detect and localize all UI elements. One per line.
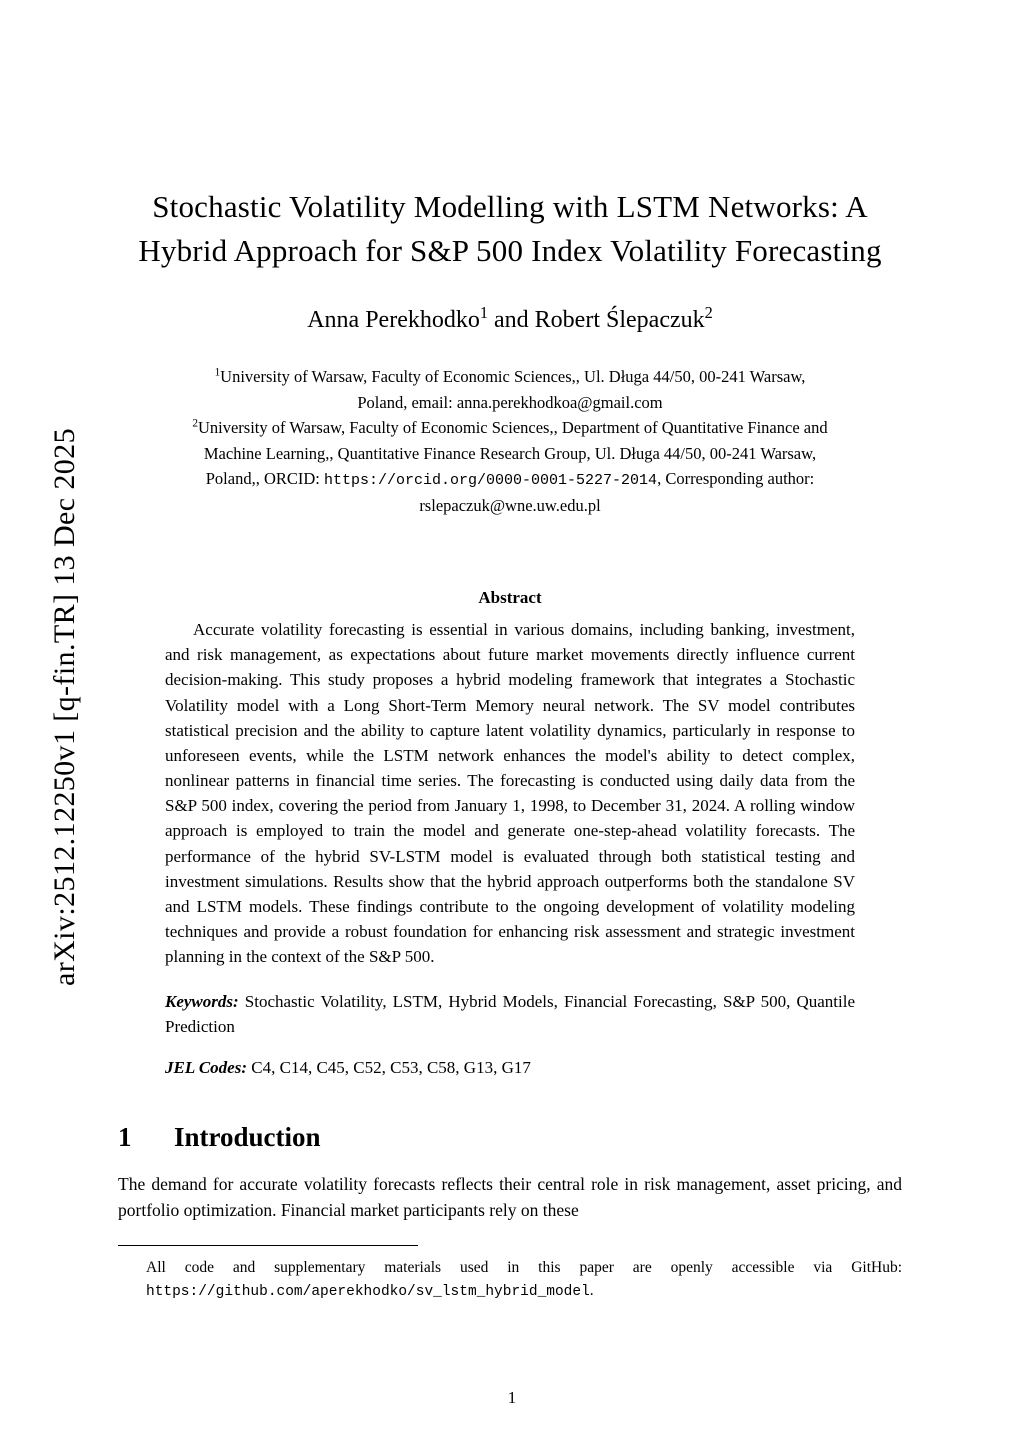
keywords-line <box>165 989 855 1039</box>
affiliation-2-marker: 2 <box>192 417 198 430</box>
author-1-affiliation-marker: 1 <box>479 303 489 323</box>
abstract-section <box>165 588 855 1078</box>
page-number: 1 <box>507 1388 517 1407</box>
footnote-text <box>118 1256 902 1304</box>
footnote-separator <box>118 1245 418 1246</box>
paper-content <box>118 0 902 1304</box>
jel-codes-value: C4, C14, C45, C52, C53, C58, G13, G17 <box>251 1057 531 1077</box>
section-heading-introduction <box>118 1122 902 1153</box>
author-2-name: Robert Ślepaczuk <box>534 307 705 334</box>
author-1-name: Anna Perekhodko <box>307 307 480 334</box>
abstract-text: Accurate volatility forecasting is essential in various domains, including banking, investment, and risk management, as expectations about future market movements directly influence current decision-making. This study proposes a hybrid modeling framework that integrates a Stochastic Volatility model with a Long Short-Term Memory neural network. The SV model contributes statistical precision and the ability to capture latent volatility dynamics, particularly in response to unforeseen events, while the LSTM network enhances the model's ability to detect complex, nonlinear patterns in financial time series. The forecasting is conducted using daily data from the S&P 500 index, covering the period from January 1, 1998, to December 31, 2024. A rolling window approach is employed to train the model and generate one-step-ahead volatility forecasts. The performance of the hybrid SV-LSTM model is evaluated through both statistical testing and investment simulations. Results show that the hybrid approach outperforms both the standalone SV and LSTM models. These findings contribute to the ongoing development of volatility modeling techniques and provide a robust foundation for enhancing risk assessment and strategic investment planning in the context of the S&P 500. <box>165 620 855 967</box>
keywords-value: Stochastic Volatility, LSTM, Hybrid Models, Financial Forecasting, S&P 500, Quantile Prediction <box>165 992 855 1037</box>
corresponding-author-label: , Corresponding author: <box>657 469 815 489</box>
affiliation-1-line-1: University of Warsaw, Faculty of Economic Sciences,, Ul. Długa 44/50, 00-241 Warsaw, <box>220 367 806 387</box>
author-2-affiliation-marker: 2 <box>704 303 713 323</box>
footnote-period: . <box>589 1282 594 1300</box>
author-line <box>118 303 902 334</box>
affiliations-block <box>118 364 902 518</box>
introduction-paragraph: The demand for accurate volatility forecasts reflects their central role in risk management, asset pricing, and portfolio optimization. Financial market participants rely on these <box>118 1173 902 1220</box>
jel-codes-line <box>165 1058 855 1078</box>
arxiv-identifier-stamp: arXiv:2512.12250v1 [q-fin.TR] 13 Dec 2025 <box>48 428 81 986</box>
keywords-label: Keywords: <box>165 992 239 1012</box>
affiliation-2-line-2: Machine Learning,, Quantitative Finance Research Group, Ul. Długa 44/50, 00-241 Warsaw, <box>203 443 817 463</box>
jel-codes-label: JEL Codes: <box>165 1057 248 1077</box>
section-number: 1 <box>118 1121 132 1152</box>
affiliation-1-line-2: Poland, email: anna.perekhodkoa@gmail.com <box>357 392 663 412</box>
affiliation-2-line-3 <box>118 466 902 492</box>
footnote-sentence: All code and supplementary materials used in this paper are openly accessible via GitHub: <box>146 1259 902 1277</box>
page-title: Stochastic Volatility Modelling with LSTM Networks: A Hybrid Approach for S&P 500 Index Volatility Forecasting <box>138 189 882 269</box>
affiliation-1-marker: 1 <box>214 366 221 379</box>
affiliation-2 <box>118 415 902 518</box>
affiliation-2-line-1: University of Warsaw, Faculty of Economic Sciences,, Department of Quantitative Finance and <box>197 418 828 438</box>
affiliation-1 <box>118 364 902 415</box>
author-conjunction: and <box>488 307 535 334</box>
github-link[interactable]: https://github.com/aperekhodko/sv_lstm_hybrid_model <box>146 1284 590 1301</box>
orcid-link[interactable]: https://orcid.org/0000-0001-5227-2014 <box>324 472 658 490</box>
orcid-label: Poland,, ORCID: <box>205 469 324 489</box>
affiliation-2-email: rslepaczuk@wne.uw.edu.pl <box>419 495 601 515</box>
section-title: Introduction <box>174 1121 321 1152</box>
abstract-heading: Abstract <box>478 588 542 608</box>
